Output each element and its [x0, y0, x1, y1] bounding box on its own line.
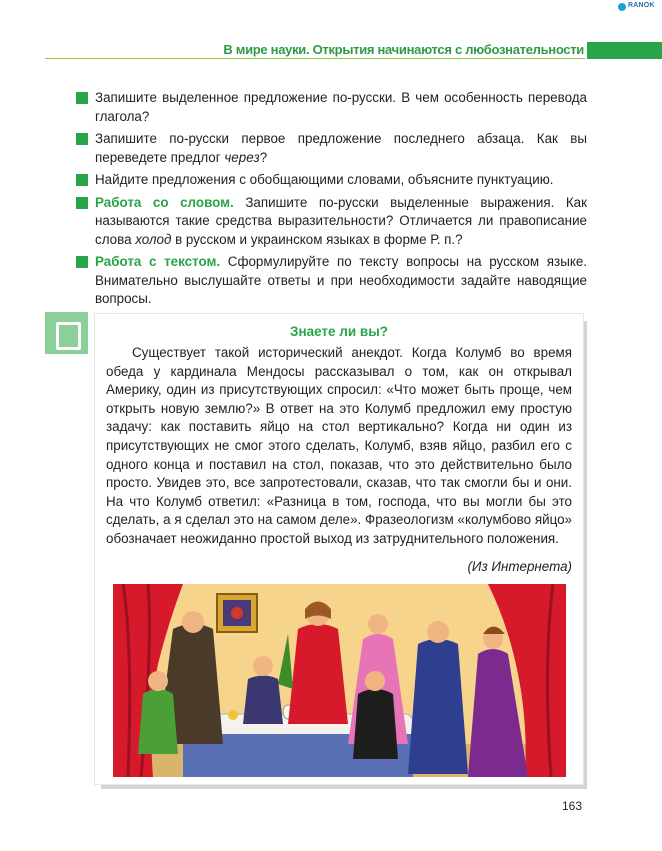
green-square-bullet-icon	[76, 197, 88, 209]
logo-text: RANOK	[628, 2, 655, 9]
task-item	[76, 171, 587, 190]
task-keyword: Работа со словом.	[95, 194, 234, 210]
green-square-bullet-icon	[76, 92, 88, 104]
task-italic-word: через	[224, 149, 260, 165]
task-item	[76, 89, 587, 126]
goblet	[228, 710, 238, 720]
info-box-text: Существует такой исторический анекдот. Когда Колумб во время обеда у кардинала Мендосы рассказывал о том, как он открывал Америку, один из присутствующих спросил: «Что может быть проще, чем открыть новую землю?» В ответ на это Колумб предложил ему простую задачу: как поставить яйцо на стол вертикально? Когда ни один из присутствующих не смог этого сделать, Колумб, взяв яйцо, разбил его с одного конца и поставил на стол, показав, что это действительно было просто. Увидев это, все запротестовали, сказав, что так смогли бы и они. На что Колумб ответил: «Разница в том, господа, что вы могли бы это сделать, а я сделал это на самом деле». Фразеологизм «колумбово яйцо» обозначает неожиданно простой выход из затруднительного положения.	[106, 345, 572, 546]
info-box	[94, 313, 584, 785]
task-list	[76, 89, 587, 313]
task-text: Найдите предложения с обобщающими словами, объясните пунктуацию.	[95, 172, 554, 187]
info-box-title: Знаете ли вы?	[289, 324, 389, 339]
task-text-after: в русском и украинском языках в форме Р. п.?	[171, 231, 463, 247]
task-item	[76, 130, 587, 167]
task-italic-word: холод	[135, 231, 172, 247]
painting-fruit	[231, 607, 243, 619]
section-title: В мире науки. Открытия начинаются с любознательности	[223, 42, 584, 57]
task-keyword: Работа с текстом.	[95, 254, 221, 269]
task-item	[76, 194, 587, 250]
book-icon	[45, 312, 88, 354]
green-square-bullet-icon	[76, 174, 88, 186]
task-text: Запишите по-русски первое предложение последнего абзаца. Как вы переведете предлог	[95, 131, 587, 165]
task-text-after: ?	[259, 149, 268, 165]
task-item	[76, 253, 587, 309]
header-rule	[45, 58, 585, 59]
task-text: Сформулируйте по тексту вопросы на русском языке. Внимательно выслушайте ответы и при необходимости задайте наводящие вопросы.	[95, 254, 588, 306]
task-text: Запишите по-русски выделенные выражения. Как называются такие средства выразительности? Отличается ли правописание слова	[95, 194, 587, 247]
page-number: 163	[562, 799, 583, 813]
logo-icon	[618, 3, 626, 11]
book-page-shape	[56, 322, 81, 350]
green-square-bullet-icon	[76, 133, 88, 145]
task-text: Запишите выделенное предложение по-русски. В чем особенность перевода глагола?	[95, 90, 587, 124]
publisher-logo	[618, 2, 658, 14]
green-square-bullet-icon	[76, 256, 88, 268]
running-header	[45, 42, 662, 59]
columbus-egg-illustration	[113, 584, 566, 777]
info-box-source: (Из Интернета)	[467, 559, 572, 574]
header-green-block	[587, 42, 662, 59]
